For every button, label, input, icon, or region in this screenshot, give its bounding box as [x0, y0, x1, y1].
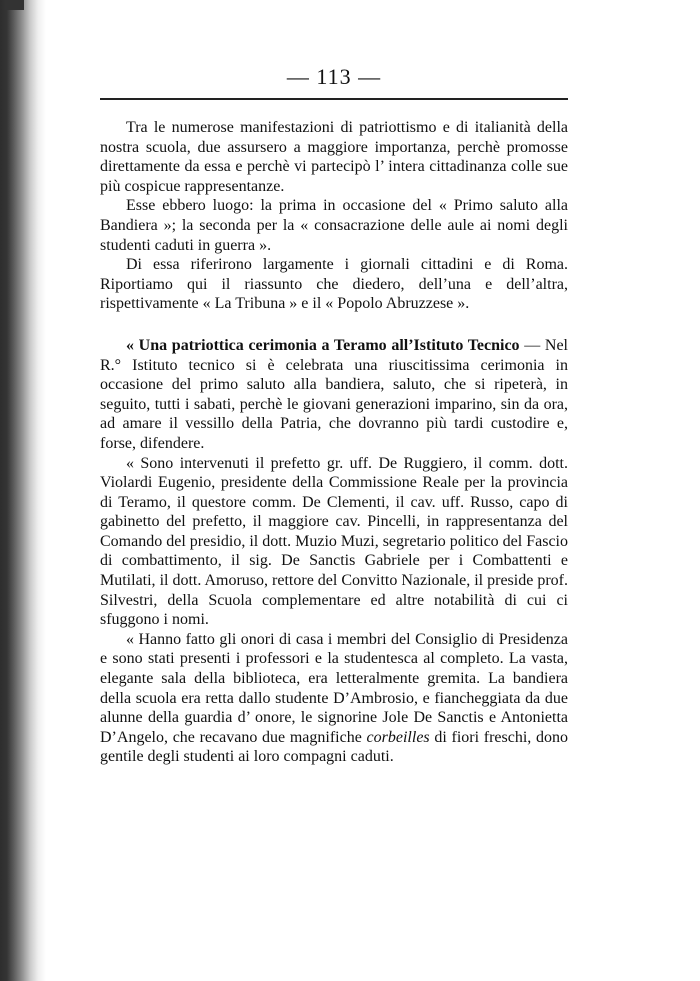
- book-page: [100, 64, 568, 767]
- book-spine-edge: [0, 0, 46, 981]
- header-rule: [100, 98, 568, 100]
- article-paragraph-3-text-b: di fiori freschi, dono gentile degli studenti ai loro compagni caduti.: [100, 728, 568, 766]
- article-paragraph-3-italic: corbeilles: [366, 728, 430, 746]
- article-paragraph-1-text: — Nel R.° Istituto tecnico si è celebrata una riuscitissima cerimonia in occasione del primo saluto alla bandiera, saluto, che si ripeterà, in seguito, tutti i sabati, perchè le giovani generazioni imparino, sin da ora, ad amare il vessillo della Patria, che dovranno più tardi custodire e, forse, difendere.: [100, 336, 569, 452]
- page-number: — 113 —: [286, 64, 382, 89]
- article-title: « Una patriottica cerimonia a Teramo all’Istituto Tecnico: [126, 336, 520, 354]
- paragraph-intro: Tra le numerose manifestazioni di patriottismo e di italianità della nostra scuola, due assursero a maggiore importanza, perchè promosse direttamente da essa e perchè vi partecipò l’ intera cittadinanza colle sue più cospicue rappresentanze.: [100, 119, 568, 195]
- article-paragraph-3: [100, 630, 568, 767]
- paragraph-events: Esse ebbero luogo: la prima in occasione del « Primo saluto alla Bandiera »; la seconda per la « consacrazione delle aule ai nomi degli studenti caduti in guerra ».: [100, 197, 568, 254]
- spine-mark: [6, 0, 24, 10]
- article-paragraph-3-text-a: « Hanno fatto gli onori di casa i membri del Consiglio di Presidenza e sono stati presenti i professori e la studentesca al completo. La vasta, elegante sala della biblioteca, era letteralmente gremita. La bandiera della scuola era retta dallo studente D’Ambrosio, e fiancheggiata da due alunne della guardia d’ onore, le signorine Jole De Sanctis e Antonietta D’Angelo, che recavano due magnifiche: [100, 630, 568, 746]
- article-paragraph-2: « Sono intervenuti il prefetto gr. uff. De Ruggiero, il comm. dott. Violardi Eugenio, presidente della Commissione Reale per la provincia di Teramo, il questore comm. De Clementi, il cav. uff. Russo, capo di gabinetto del prefetto, il maggiore cav. Pincelli, in rappresentanza del Comando del presidio, il dott. Muzio Muzi, segretario politico del Fascio di combattimento, il sig. De Sanctis Gabriele per i Combattenti e Mutilati, il dott. Amoruso, rettore del Convitto Nazionale, il preside prof. Silvestri, della Scuola complementare ed altre notabilità di cui ci sfuggono i nomi.: [100, 454, 568, 629]
- section-gap: [100, 314, 568, 336]
- article-paragraph-1: [100, 336, 568, 454]
- paragraph-newspapers: Di essa riferirono largamente i giornali cittadini e di Roma. Riportiamo qui il riassunto che diedero, dell’una e dell’altra, rispettivamente « La Tribuna » e il « Popolo Abruzzese ».: [100, 256, 568, 313]
